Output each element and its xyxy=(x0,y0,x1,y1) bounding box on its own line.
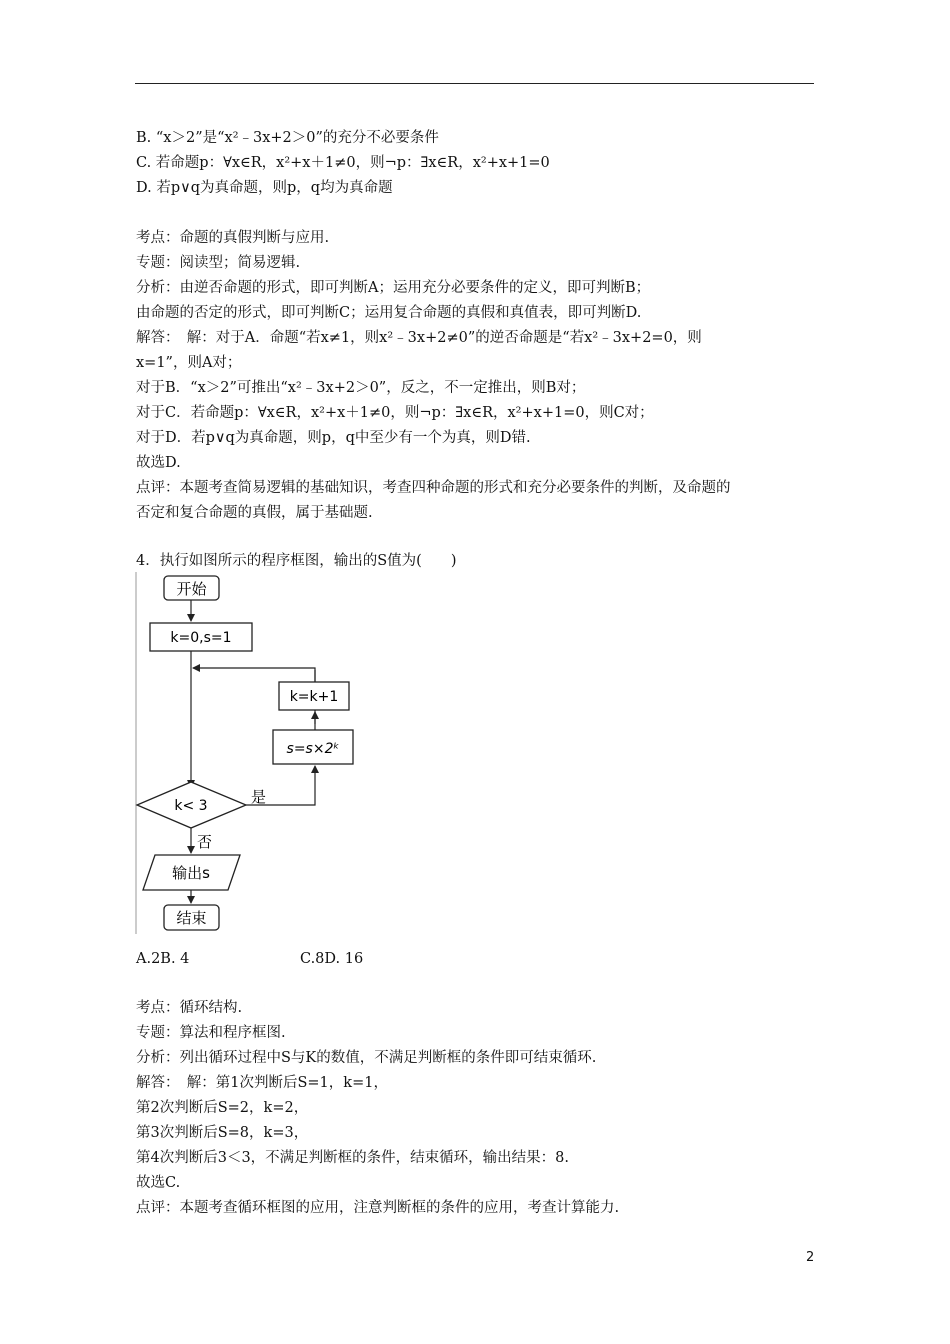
jieda-line-2: x=1”，则A对； xyxy=(136,355,242,371)
dianping-line-q4: 点评：本题考查循环框图的应用，注意判断框的条件的应用，考查计算能力. xyxy=(136,1200,620,1216)
start-label: 开始 xyxy=(176,580,207,598)
jieda-step-2: 第2次判断后S=2，k=2， xyxy=(136,1100,309,1116)
program-flowchart xyxy=(135,572,355,934)
kaodian-line: 考点：命题的真假判断与应用. xyxy=(136,230,330,246)
jieda-step-4: 第4次判断后3＜3，不满足判断框的条件，结束循环，输出结果：8. xyxy=(136,1150,570,1166)
output-label: 输出s xyxy=(172,864,210,882)
jieda-c-line: 对于C．若命题p：∀x∈R，x²+x＋1≠0，则¬p：∃x∈R，x²+x+1=0，则C对； xyxy=(136,405,654,421)
jieda-step-3: 第3次判断后S=8，k=3， xyxy=(136,1125,309,1141)
zhuanti-line-q4: 专题：算法和程序框图. xyxy=(136,1025,286,1041)
header-rule xyxy=(135,83,814,84)
dianping-line-2: 否定和复合命题的真假，属于基础题. xyxy=(136,505,373,521)
update-k-label: k=k+1 xyxy=(289,689,339,705)
update-s-label: s=s×2ᵏ xyxy=(286,741,340,757)
fenxi-line-2: 由命题的否定的形式，即可判断C；运用复合命题的真假和真值表，即可判断D. xyxy=(136,305,642,321)
jieda-line: 解答： 解：对于A．命题“若x≠1，则x²﹣3x+2≠0”的逆否命题是“若x²﹣3x+2=0，则 xyxy=(136,330,702,346)
question-4: 4．执行如图所示的程序框图，输出的S值为( ) xyxy=(136,553,457,569)
jieda-d-line: 对于D．若p∨q为真命题，则p，q中至少有一个为真，则D错. xyxy=(136,430,531,446)
zhuanti-line: 专题：阅读型；简易逻辑. xyxy=(136,255,301,271)
answer-line: 故选D. xyxy=(136,455,181,471)
dianping-line: 点评：本题考查简易逻辑的基础知识，考查四种命题的形式和充分必要条件的判断，及命题的 xyxy=(136,480,731,496)
start-box xyxy=(164,576,219,600)
init-box xyxy=(150,623,252,651)
output-box xyxy=(143,855,240,890)
option-b-line: B. “x＞2”是“x²﹣3x+2＞0”的充分不必要条件 xyxy=(136,130,439,146)
options-cd: C.8D. 16 xyxy=(300,951,364,967)
update-s-box xyxy=(273,730,353,764)
update-k-box xyxy=(279,682,349,710)
fenxi-line-q4: 分析：列出循环过程中S与K的数值，不满足判断框的条件即可结束循环. xyxy=(136,1050,597,1066)
condition-diamond xyxy=(137,782,246,828)
options-ab: A.2B. 4 xyxy=(136,951,190,967)
jieda-line-q4: 解答： 解：第1次判断后S=1，k=1， xyxy=(136,1075,388,1091)
no-label: 否 xyxy=(197,833,213,851)
end-box xyxy=(164,905,219,930)
init-label: k=0,s=1 xyxy=(170,630,232,646)
condition-label: k< 3 xyxy=(174,798,208,814)
end-label: 结束 xyxy=(176,909,207,927)
kaodian-line-q4: 考点：循环结构. xyxy=(136,1000,243,1016)
yes-label: 是 xyxy=(251,788,267,806)
page-number: 2 xyxy=(806,1250,815,1265)
option-c-line: C. 若命题p：∀x∈R，x²+x＋1≠0，则¬p：∃x∈R，x²+x+1=0 xyxy=(136,155,550,171)
fenxi-line: 分析：由逆否命题的形式，即可判断A；运用充分必要条件的定义，即可判断B； xyxy=(136,280,651,296)
jieda-b-line: 对于B．“x＞2”可推出“x²﹣3x+2＞0”，反之，不一定推出，则B对； xyxy=(136,380,586,396)
option-d-line: D. 若p∨q为真命题，则p，q均为真命题 xyxy=(136,180,393,196)
answer-line-q4: 故选C. xyxy=(136,1175,181,1191)
